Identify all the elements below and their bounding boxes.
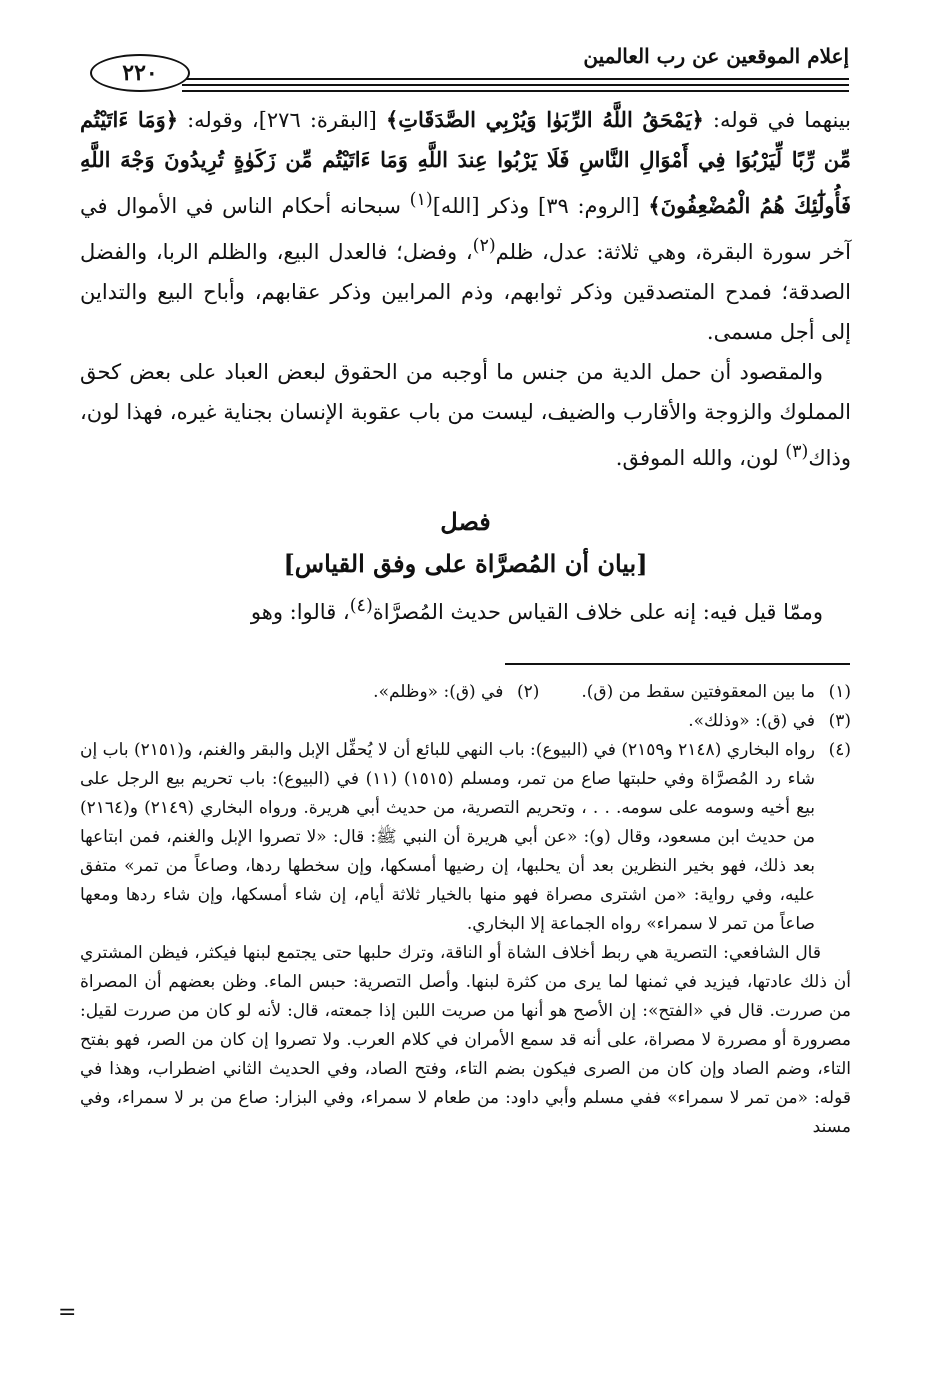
footnote-text: في (ق): «وظلم». (373, 682, 504, 702)
header-rule (182, 84, 849, 86)
quran-verse-2: ﴿وَمَا ءَاتَيْتُم مِّن رِّبًا لِّيَرْبُوَا فِي أَمْوَالِ النَّاسِ فَلَا يَرْبُوا عِندَ اللَّهِ وَمَا ءَاتَيْتُم مِّن زَكَوٰةٍ تُرِيدُونَ وَجْهَ اللَّهِ فَأُولَٰٓئِكَ هُمُ الْمُضْعِفُونَ﴾ (80, 107, 852, 218)
footnote-text: ما بين المعقوفتين سقط من (ق). (581, 682, 815, 702)
footnote-ref-3[interactable]: (٣) (785, 442, 809, 462)
continuation-mark: = (58, 1300, 77, 1325)
footnotes (80, 678, 851, 1142)
section-heading: فصل (440, 507, 491, 536)
text-run: ، قالوا: وهو (250, 600, 350, 624)
footnote-3 (80, 707, 851, 736)
header-rule (182, 90, 849, 92)
footnote-text: رواه البخاري (٢١٤٨ و٢١٥٩) في (البيوع): باب النهي للبائع أن لا يُحفِّل الإبل والبقر والغنم، و(٢١٥١) باب إن شاء رد المُصرَّاة وفي حلبتها صاع من تمر، ومسلم (١٥١٥) (١١) في (البيوع): باب تحريم بيع الرجل على بيع أخيه وسومه على سومه. . . ، وتحريم التصرية، من حديث أبي هريرة. ورواه البخاري (٢١٤٩) و(٢١٦٤) من حديث ابن مسعود، وقال (و): «عن أبي هريرة أن النبي ﷺ: قال: «لا تصروا الإبل والغنم، فمن ابتاعها بعد ذلك، فهو بخير النظرين بعد أن يحلبها، إن رضيها أمسكها، وإن سخطها ردها، وصاعاً من تمر» متفق عليه، وفي رواية: «من اشترى مصراة فهو منها بالخيار ثلاثة أيام، إن شاء أمسكها، وإن شاء ردها ومعها صاعاً من تمر لا سمراء» رواه الجماعة إلا البخاري. (80, 740, 815, 934)
footnote-number: (١) (828, 682, 851, 702)
quran-verse-1: ﴿يَمْحَقُ اللَّهُ الرِّبَوٰا وَيُرْبِي الصَّدَقَاتِ﴾ (385, 107, 704, 132)
footnote-pair (80, 678, 851, 707)
footnote-continuation: قال الشافعي: التصرية هي ربط أخلاف الشاة أو الناقة، وترك حلبها حتى يجتمع لبنها فيكثر، فيظن المشتري أن ذلك عادتها، فيزيد في ثمنها لما يرى من كثرة لبنها. وأصل التصرية: حبس الماء. وظن بعضهم أن المصراة من صررت. قال في «الفتح»: إن الأصح هو أنها من صريت اللبن إذا جمعته، قال: لأنه لو كان من صررت لقيل: مصرورة أو مصررة لا مصراة، على أنه قد سمع الأمران في كلام العرب. ولا تصروا إن كان من الصر، فهو بفتح التاء، وضم الصاد وإن كان من الصرى فيكون بضم التاء، وفتح الصاد، وفي الحديث الثاني اضطراب، وهذا في قوله: «من تمر لا سمراء» ففي مسلم وأبي داود: من طعام لا سمراء، وفي البزار: صاع من بر لا سمراء، وفي مسند (80, 943, 851, 1137)
footnote-separator (505, 663, 850, 665)
paragraph-3 (80, 586, 851, 632)
footnote-text: في (ق): «وذلك». (688, 711, 815, 731)
paragraph-2 (80, 352, 851, 478)
header-rule (182, 78, 849, 80)
section-title: [بيان أن المُصرَّاة على وفق القياس] (283, 549, 648, 578)
footnote-ref-4[interactable]: (٤) (349, 596, 373, 616)
running-title: إعلام الموقعين عن رب العالمين (583, 44, 849, 68)
text-run: لون، والله الموفق. (615, 446, 786, 470)
text-run: [الروم: ٣٩] وذكر [الله] (432, 194, 649, 218)
footnote-2 (373, 678, 539, 707)
page-number: ٢٢٠ (90, 54, 190, 92)
text-run: بينهما في قوله: (703, 108, 851, 132)
text-run: ، وفضل؛ فالعدل البيع، والظلم الربا، والفضل الصدقة؛ فمدح المتصدقين وذكر ثوابهم، وذم المرابين وذكر عقابهم، وأباح البيع والتداين إلى أجل مسمى. (80, 240, 851, 344)
paragraph-1 (80, 100, 851, 352)
text-run: [البقرة: ٢٧٦]، وقوله: (178, 108, 386, 132)
footnote-number: (٤) (828, 740, 851, 760)
footnote-number: (٣) (828, 711, 851, 731)
text-run: وممّا قيل فيه: إنه على خلاف القياس حديث المُصرَّاة (372, 600, 823, 624)
footnote-ref-1[interactable]: (١) (409, 190, 433, 210)
footnote-ref-2[interactable]: (٢) (472, 236, 496, 256)
text-run: سبحانه أحكام الناس في الأموال في آخر سورة البقرة، وهي ثلاثة: عدل، ظلم (80, 194, 851, 264)
page-header (72, 40, 849, 98)
main-text (80, 100, 851, 632)
footnote-1 (581, 678, 851, 707)
footnote-4 (80, 736, 851, 939)
footnote-number: (٢) (516, 682, 540, 702)
text-run: والمقصود أن حمل الدية من جنس ما أوجبه من الحقوق لبعض العباد على بعض كحق المملوك والزوجة والأقارب والضيف، ليست من باب عقوبة الإنسان بجناية غيره، فهذا لون، وذاك (80, 360, 851, 470)
